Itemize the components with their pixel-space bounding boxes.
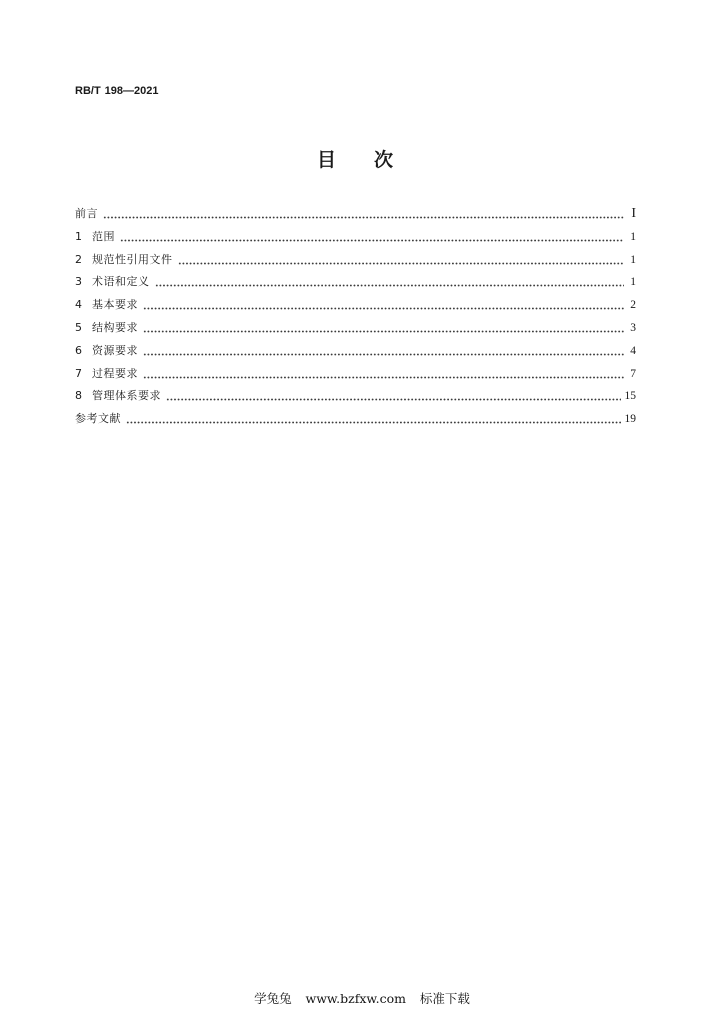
toc-entry-title: 术语和定义	[92, 275, 150, 289]
toc-entry-page-number: 15	[624, 390, 636, 403]
dot-leader	[143, 340, 624, 363]
toc-entry-title: 前言	[75, 207, 98, 220]
toc-entry	[75, 317, 636, 340]
toc-entry-title: 基本要求	[92, 298, 138, 312]
standard-code-header	[75, 84, 159, 98]
toc-entry-title: 范围	[92, 229, 115, 243]
watermark-footer: 学兔兔 www.bzfxw.com 标准下载	[254, 991, 470, 1006]
toc-entry-number: 3	[75, 275, 82, 289]
toc-entry	[75, 363, 636, 386]
toc-entry	[75, 408, 636, 431]
standard-code-prefix: RB/T	[75, 85, 101, 97]
toc-entry-title: 管理体系要求	[92, 389, 161, 403]
toc-entry-number: 5	[75, 320, 82, 334]
toc-entry-page-number: 19	[624, 413, 636, 426]
dot-leader	[178, 249, 625, 272]
toc-entry-page-number: 1	[630, 253, 636, 266]
toc-entry	[75, 249, 636, 272]
dot-leader	[103, 203, 624, 226]
toc-entry-page-number: 4	[630, 344, 636, 357]
table-of-contents	[75, 203, 636, 431]
toc-entry	[75, 226, 636, 249]
toc-entry-number: 4	[75, 298, 82, 312]
toc-entry-page-number: I	[631, 206, 636, 221]
dot-leader	[143, 294, 624, 317]
toc-entry	[75, 271, 636, 294]
toc-entry-number: 6	[75, 343, 82, 357]
dot-leader	[126, 408, 621, 431]
toc-entry-title: 资源要求	[92, 343, 138, 357]
toc-entry-number: 7	[75, 366, 82, 380]
standard-code-number: 198—2021	[104, 85, 159, 97]
dot-leader	[120, 226, 624, 249]
dot-leader	[166, 385, 621, 408]
toc-entry	[75, 294, 636, 317]
toc-entry-number: 8	[75, 389, 82, 403]
page-title: 目 次	[316, 149, 393, 171]
dot-leader	[143, 317, 624, 340]
toc-entry-title: 参考文献	[75, 412, 121, 426]
toc-entry	[75, 203, 636, 226]
dot-leader	[143, 363, 624, 386]
toc-entry-number: 2	[75, 252, 82, 266]
toc-entry-number: 1	[75, 229, 82, 243]
toc-entry-title: 结构要求	[92, 320, 138, 334]
dot-leader	[155, 271, 625, 294]
toc-entry-page-number: 1	[630, 230, 636, 243]
toc-entry-title: 规范性引用文件	[92, 252, 173, 266]
toc-entry-page-number: 1	[630, 276, 636, 289]
toc-entry	[75, 340, 636, 363]
toc-entry-page-number: 3	[630, 321, 636, 334]
toc-entry-title: 过程要求	[92, 366, 138, 380]
toc-entry-page-number: 2	[630, 299, 636, 312]
toc-entry-page-number: 7	[630, 367, 636, 380]
toc-entry	[75, 385, 636, 408]
